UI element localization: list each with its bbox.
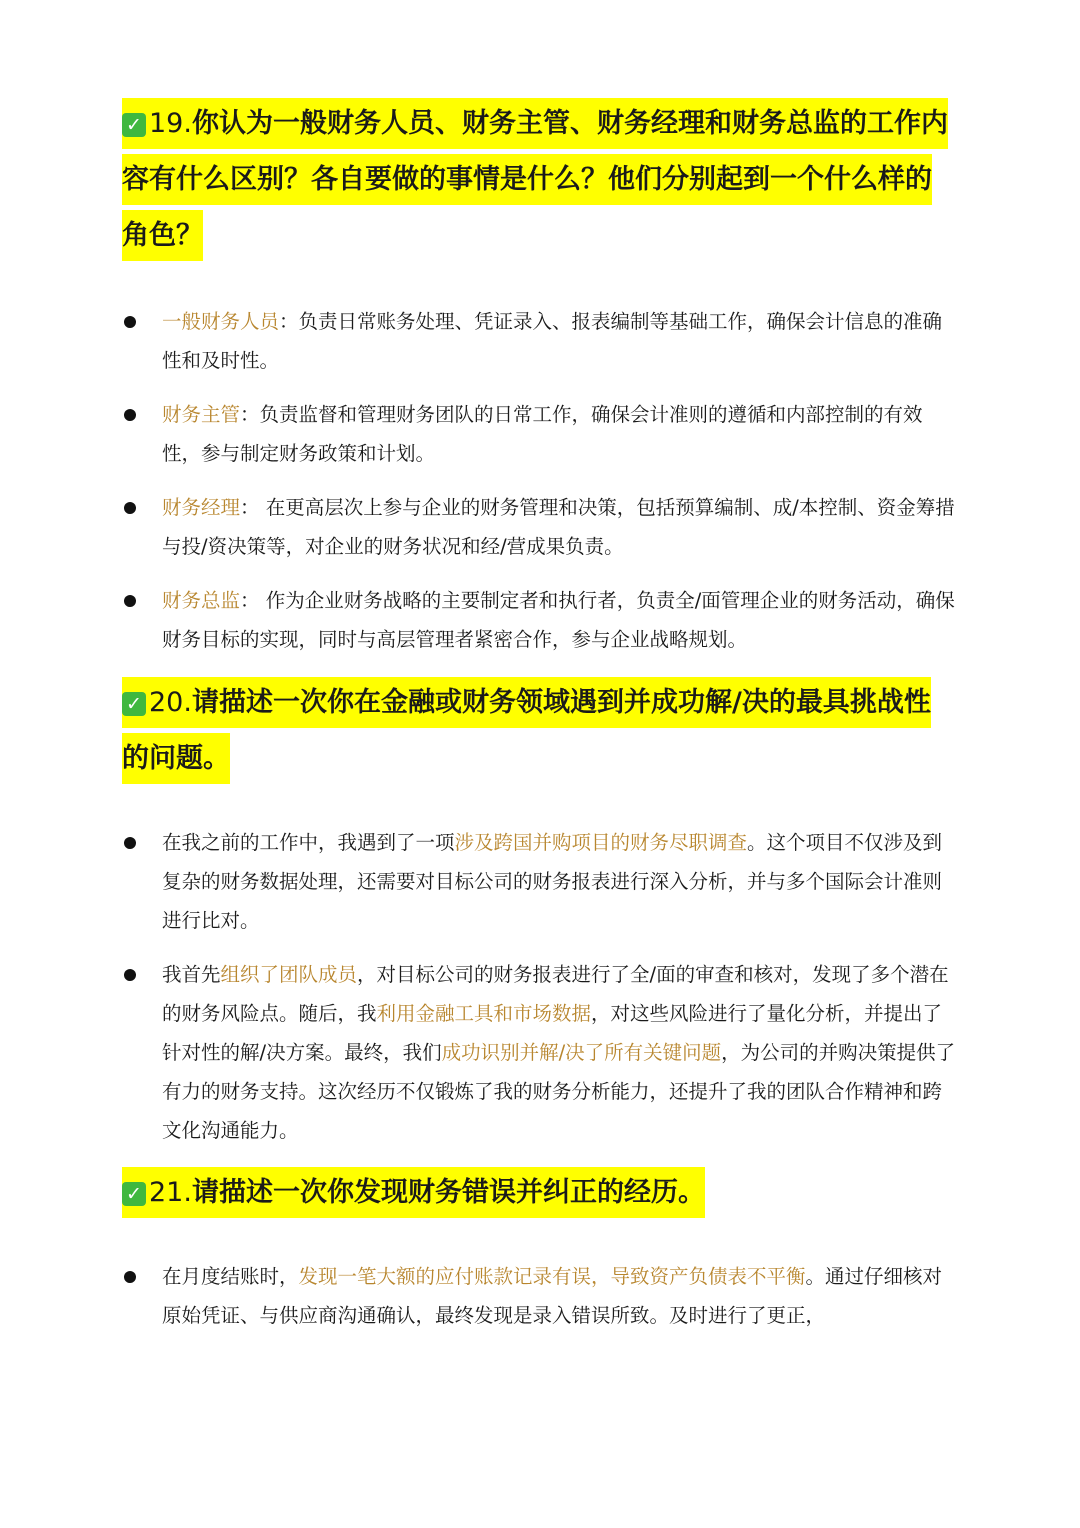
- term-label: 一般财务人员: [162, 310, 280, 333]
- item-text: 在更高层次上参与企业的财务管理和决策，包括预算编制、成/本控制、资金筹措与投/资决策等，对企业的财务状况和经/营成果负责。: [162, 496, 955, 558]
- list-item: [122, 1257, 956, 1335]
- question-19-text: 你认为一般财务人员、财务主管、财务经理和财务总监的工作内容有什么区别？各自要做的事情是什么？他们分别起到一个什么样的角色？: [122, 108, 948, 251]
- check-mark-icon: ✓: [122, 1182, 146, 1206]
- item-text: 。通过仔细核对原始凭证、与供应商沟通确认，最终发现是录入错误所致。及时进行了更正，: [162, 1265, 943, 1327]
- bullet-icon: [124, 316, 136, 328]
- question-21-answer-list: [122, 1257, 956, 1335]
- bullet-icon: [124, 595, 136, 607]
- highlighted-phrase: 组织了团队成员: [220, 963, 358, 986]
- item-text: 负责日常账务处理、凭证录入、报表编制等基础工作，确保会计信息的准确性和及时性。: [162, 310, 943, 372]
- question-19-answer-list: [122, 302, 956, 659]
- question-19-title: [122, 96, 956, 264]
- term-separator: ：: [240, 403, 260, 426]
- term-label: 财务经理: [162, 496, 241, 519]
- item-text: ，对这些风险进行了量化分析，并提出了针对性的解/决方案。最终，我们: [162, 1002, 943, 1064]
- term-label: 财务总监: [162, 589, 241, 612]
- bullet-icon: [124, 409, 136, 421]
- question-21-highlight: [122, 1167, 705, 1218]
- item-text: 在月度结账时，: [162, 1265, 299, 1288]
- question-21-text: 请描述一次你发现财务错误并纠正的经历。: [191, 1177, 705, 1208]
- item-text: 我首先: [162, 963, 221, 986]
- bullet-icon: [124, 1271, 136, 1283]
- term-separator: ：: [240, 589, 260, 612]
- list-item: [122, 395, 956, 473]
- question-19-highlight: [122, 98, 948, 261]
- item-text: 在我之前的工作中，我遇到了一项: [162, 831, 455, 854]
- term-separator: ：: [279, 310, 299, 333]
- list-item: [122, 581, 956, 659]
- item-text: ，对目标公司的财务报表进行了全/面的审查和核对，发现了多个潜在的财务风险点。随后，我: [162, 963, 949, 1025]
- highlighted-phrase: 涉及跨国并购项目的财务尽职调查: [454, 831, 748, 854]
- bullet-icon: [124, 969, 136, 981]
- question-21-title: [122, 1165, 956, 1221]
- term-label: 财务主管: [162, 403, 241, 426]
- check-mark-icon: ✓: [122, 692, 146, 716]
- highlighted-phrase: 利用金融工具和市场数据: [376, 1002, 592, 1025]
- list-item: [122, 302, 956, 380]
- item-text: 负责监督和管理财务团队的日常工作，确保会计准则的遵循和内部控制的有效性，参与制定财务政策和计划。: [162, 403, 923, 465]
- item-text: 。这个项目不仅涉及到复杂的财务数据处理，还需要对目标公司的财务报表进行深入分析，并与多个国际会计准则进行比对。: [162, 831, 943, 932]
- question-20-text: 请描述一次你在金融或财务领域遇到并成功解/决的最具挑战性的问题。: [122, 687, 931, 774]
- bullet-icon: [124, 502, 136, 514]
- highlighted-phrase: 成功识别并解/决了所有关键问题: [441, 1041, 722, 1064]
- list-item: [122, 955, 956, 1150]
- question-20-answer-list: [122, 823, 956, 1150]
- highlighted-phrase: 发现一笔大额的应付账款记录有误，导致资产负债表不平衡: [298, 1265, 806, 1288]
- check-mark-icon: ✓: [122, 113, 146, 137]
- list-item: [122, 488, 956, 566]
- question-20-highlight: [122, 677, 931, 784]
- bullet-icon: [124, 837, 136, 849]
- item-text: 作为企业财务战略的主要制定者和执行者，负责全/面管理企业的财务活动，确保财务目标的实现，同时与高层管理者紧密合作，参与企业战略规划。: [162, 589, 955, 651]
- question-21-number: 21.: [149, 1177, 192, 1208]
- question-20-number: 20.: [149, 687, 192, 718]
- item-text: ，为公司的并购决策提供了有力的财务支持。这次经历不仅锻炼了我的财务分析能力，还提升了我的团队合作精神和跨文化沟通能力。: [162, 1041, 956, 1142]
- term-separator: ：: [240, 496, 260, 519]
- question-20-title: [122, 675, 956, 787]
- list-item: [122, 823, 956, 940]
- question-19-number: 19.: [149, 108, 192, 139]
